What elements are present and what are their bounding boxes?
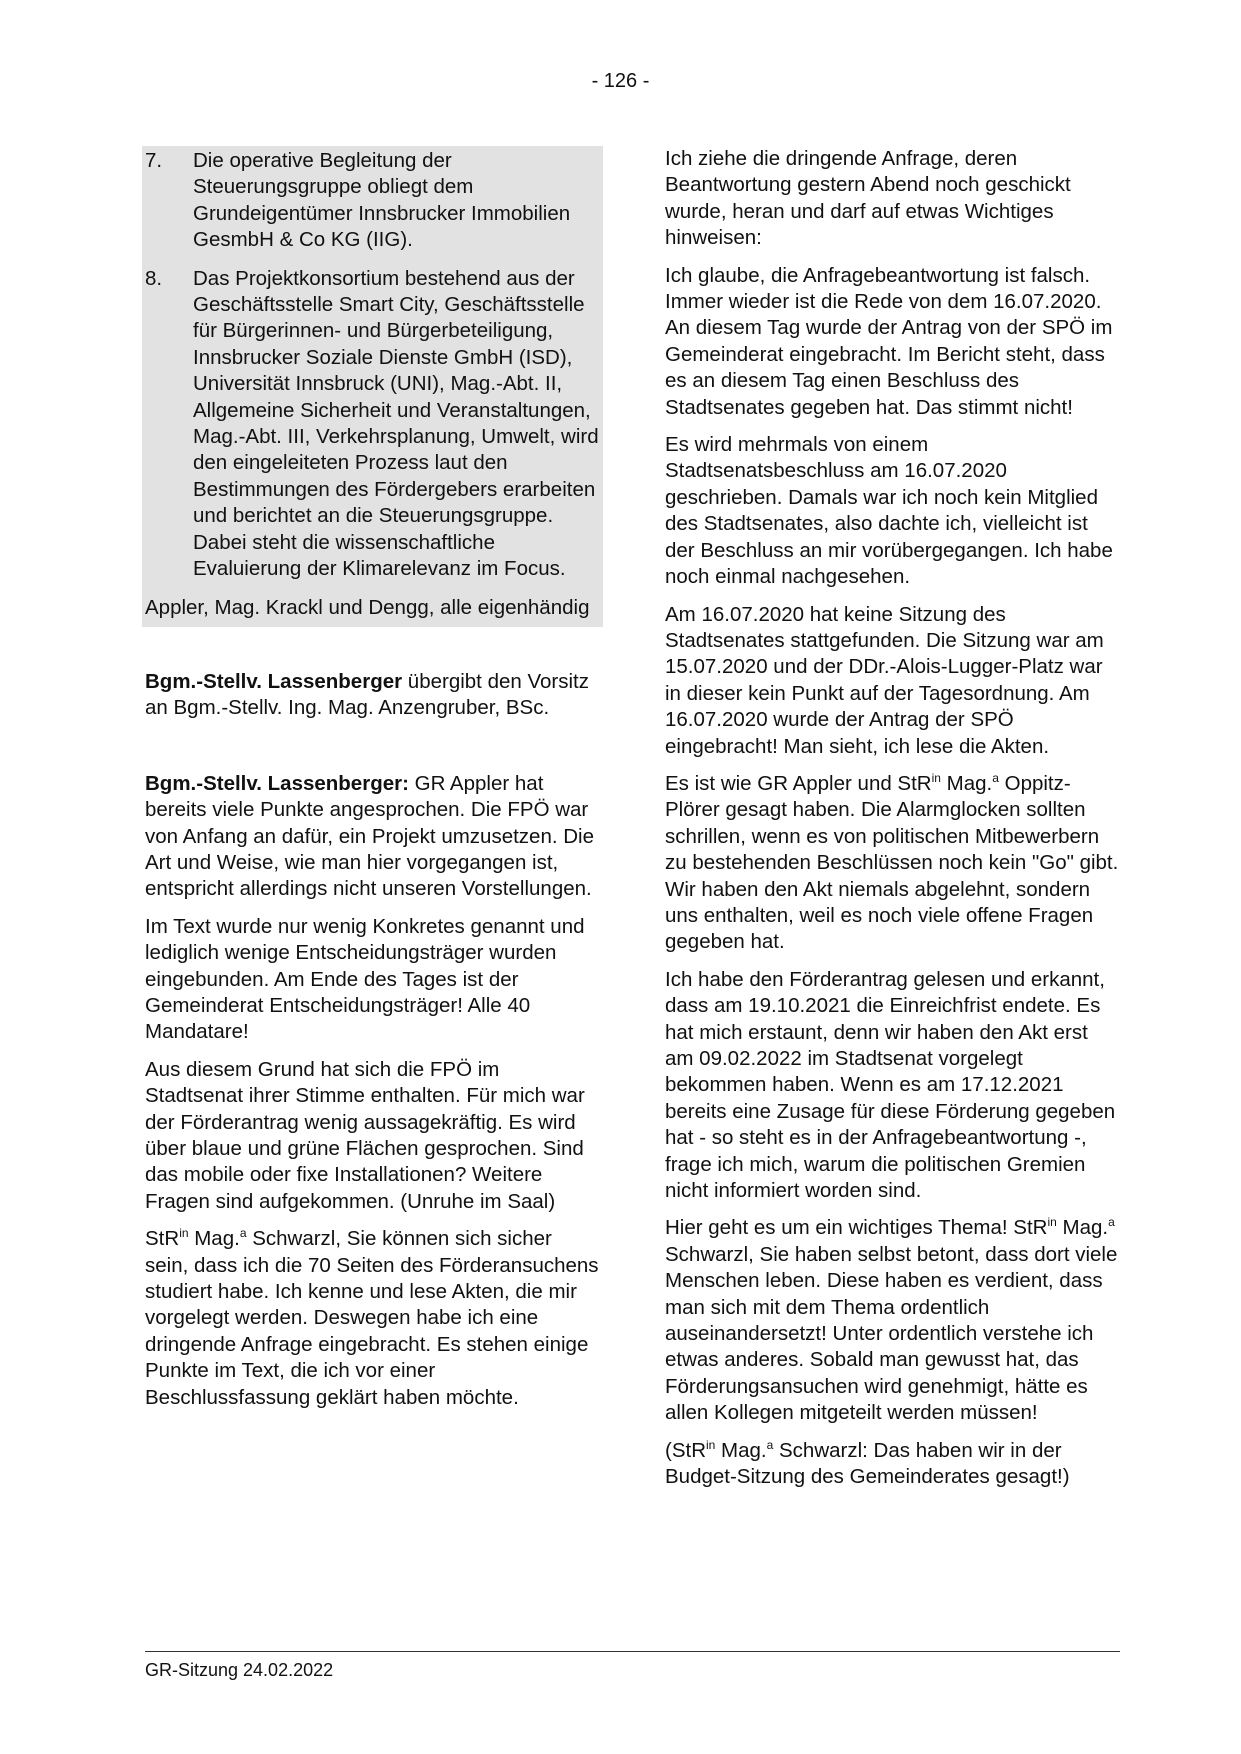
list-item [145, 148, 600, 254]
signatures: Appler, Mag. Krackl und Dengg, alle eigenhändig [145, 595, 590, 619]
speech-paragraph: Im Text wurde nur wenig Konkretes genannt und lediglich wenige Entscheidungsträger wurden eingebunden. Am Ende des Tages ist der Gemeinderat Entscheidungsträger! Alle 40 Mandatare! [145, 914, 585, 1044]
footer-text: GR-Sitzung 24.02.2022 [145, 1660, 334, 1680]
list-item-number: 8. [145, 266, 163, 290]
motion-box [142, 146, 603, 627]
speaker-name: Bgm.-Stellv. Lassenberger [145, 669, 403, 693]
speech-paragraph: Hier geht es um ein wichtiges Thema! StR$^{in}$ Mag.$^a$ Schwarzl, Sie haben selbst betont, dass dort viele Menschen leben. Diese haben es verdient, dass man sich mit dem Thema ordentlich auseinandersetzt! Unter ordentlich verstehe ich etwas anderes. Sobald man gewusst hat, das Förderungsansuchen wird genehmigt, hätte es allen Kollegen mitgeteilt werden müssen! [665, 1215, 1118, 1425]
list-item [145, 266, 600, 583]
speech-paragraph: Es wird mehrmals von einem Stadtsenatsbeschluss am 16.07.2020 geschrieben. Damals war ich noch kein Mitglied des Stadtsenates, also dachte ich, vielleicht ist der Beschluss an mir vorübergegangen. Ich habe noch einmal nachgesehen. [665, 433, 1113, 589]
speaker-name: Bgm.-Stellv. Lassenberger: [145, 771, 409, 795]
handover-paragraph: Bgm.-Stellv. Lassenberger übergibt den Vorsitz an Bgm.-Stellv. Ing. Mag. Anzengruber, BSc. [145, 669, 589, 720]
speech-paragraph: Am 16.07.2020 hat keine Sitzung des Stadtsenates stattgefunden. Die Sitzung war am 15.07.2020 und der DDr.-Alois-Lugger-Platz war in dieser kein Punkt auf der Tagesordnung. Am 16.07.2020 wurde der Antrag der SPÖ eingebracht! Man sieht, ich lese die Akten. [665, 602, 1104, 758]
speech-paragraph: Ich habe den Förderantrag gelesen und erkannt, dass am 19.10.2021 die Einreichfrist endete. Es hat mich erstaunt, denn wir haben den Akt erst am 09.02.2022 im Stadtsenat vorgelegt bekommen haben. Wenn es am 17.12.2021 bereits eine Zusage für diese Förderung gegeben hat - so steht es in der Anfragebeantwortung -, frage ich mich, warum die politischen Gremien nicht informiert worden sind. [665, 967, 1116, 1203]
page-number: - 126 - [591, 70, 650, 92]
footer-divider [145, 1651, 1120, 1652]
list-item-text: Die operative Begleitung der Steuerungsgruppe obliegt dem Grundeigentümer Innsbrucker Immobilien GesmbH & Co KG (IIG). [193, 149, 571, 252]
left-column [145, 146, 600, 1422]
list-item-text: Das Projektkonsortium bestehend aus der Geschäftsstelle Smart City, Geschäftsstelle für Bürgerinnen- und Bürgerbeteiligung, Innsbrucker Soziale Dienste GmbH (ISD), Universität Innsbruck (UNI), Mag.-Abt. II, Allgemeine Sicherheit und Veranstaltungen, Mag.-Abt. III, Verkehrsplanung, Umwelt, wird den eingeleiteten Prozess laut den Bestimmungen des Fördergebers erarbeiten und berichtet an die Steuerungsgruppe. Dabei steht die wissenschaftliche Evaluierung der Klimarelevanz im Focus. [193, 266, 599, 581]
speech-paragraph: Ich ziehe die dringende Anfrage, deren Beantwortung gestern Abend noch geschickt wurde, heran und darf auf etwas Wichtiges hinweisen: [665, 147, 1071, 250]
interjection-paragraph: (StR$^{in}$ Mag.$^a$ Schwarzl: Das haben wir in der Budget-Sitzung des Gemeinderates gesagt!) [665, 1437, 1070, 1489]
speech-paragraph: Ich glaube, die Anfragebeantwortung ist falsch. Immer wieder ist die Rede von dem 16.07.2020. An diesem Tag wurde der Antrag von der SPÖ im Gemeinderat eingebracht. Im Bericht steht, dass es an diesem Tag einen Beschluss des Stadtsenates gegeben hat. Das stimmt nicht! [665, 263, 1113, 419]
speech-paragraph: StR$^{in}$ Mag.$^a$ Schwarzl, Sie können sich sicher sein, dass ich die 70 Seiten des Förderansuchens studiert habe. Ich kenne und lese Akten, die mir vorgelegt werden. Deswegen habe ich eine dringende Anfrage eingebracht. Es stehen einige Punkte im Text, die ich vor einer Beschlussfassung geklärt haben möchte. [145, 1226, 599, 1409]
speech-paragraph: Aus diesem Grund hat sich die FPÖ im Stadtsenat ihrer Stimme enthalten. Für mich war der Förderantrag wenig aussagekräftig. Es wird über blaue und grüne Flächen gesprochen. Sind das mobile oder fixe Installationen? Weitere Fragen sind aufgekommen. (Unruhe im Saal) [145, 1057, 585, 1213]
speech-paragraph: Es ist wie GR Appler und StR$^{in}$ Mag.$^a$ Oppitz-Plörer gesagt haben. Die Alarmglocken sollten schrillen, wenn es von politischen Mitbewerbern zu bestehenden Beschlüssen noch kein "Go" gibt. Wir haben den Akt niemals abgelehnt, sondern uns enthalten, weil es noch viele offene Fragen gegeben hat. [665, 771, 1119, 954]
list-item-number: 7. [145, 149, 163, 172]
right-column [665, 146, 1120, 1502]
speech-paragraph: Bgm.-Stellv. Lassenberger: GR Appler hat bereits viele Punkte angesprochen. Die FPÖ war von Anfang an dafür, ein Projekt umzusetzen. Die Art und Weise, wie man hier vorgegangen ist, entspricht allerdings nicht unseren Vorstellungen. [145, 771, 594, 901]
